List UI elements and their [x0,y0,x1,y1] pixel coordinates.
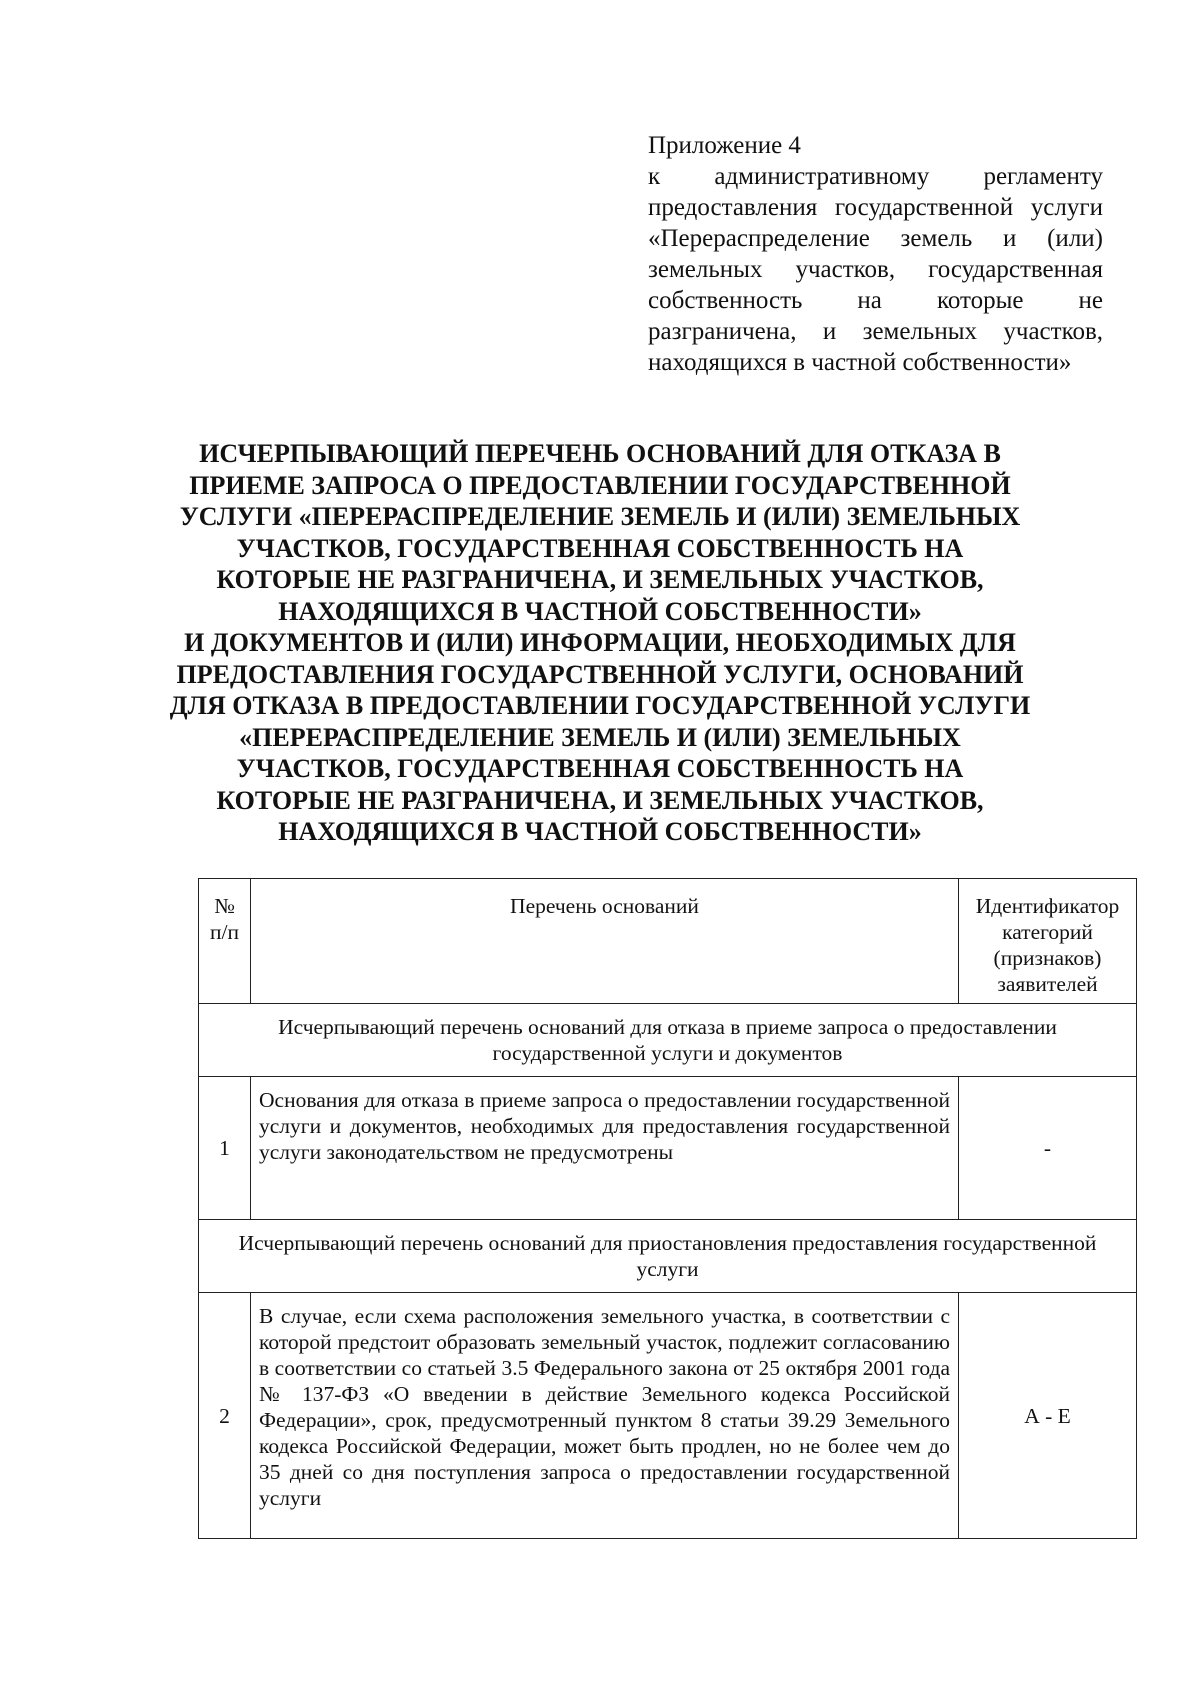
row-text: В случае, если схема расположения земельного участка, в соответствии с которой предстоит образовать земельный участок, подлежит согласованию в соответствии со статьей 3.5 Федерального закона от 25 октября 2001 года № 137-ФЗ «О введении в действие Земельного кодекса Российской Федерации», срок, предусмотренный пунктом 8 статьи 39.29 Земельного кодекса Российской Федерации, может быть продлен, но не более чем до 35 дней со дня поступления запроса о предоставлении государственной услуги [251,1293,959,1539]
appendix-label: Приложение 4 [648,132,801,159]
section-heading: Исчерпывающий перечень оснований для приостановления предоставления государственной услуги [199,1220,1137,1293]
row-identifier: - [959,1077,1137,1220]
table-row [199,1077,1137,1220]
title-line: ИСЧЕРПЫВАЮЩИЙ ПЕРЕЧЕНЬ ОСНОВАНИЙ ДЛЯ ОТКАЗА В [199,439,1001,468]
row-text: Основания для отказа в приеме запроса о предоставлении государственной услуги и документов, необходимых для предоставления государственной услуги законодательством не предусмотрены [251,1077,959,1220]
appendix-block [648,130,1103,378]
title-line: УЧАСТКОВ, ГОСУДАРСТВЕННАЯ СОБСТВЕННОСТЬ НА [236,533,964,563]
title-line: КОТОРЫЕ НЕ РАЗГРАНИЧЕНА, И ЗЕМЕЛЬНЫХ УЧАСТКОВ, [216,565,984,594]
section-heading-row [199,1004,1137,1077]
grounds-table [198,878,1137,1539]
title-line: КОТОРЫЕ НЕ РАЗГРАНИЧЕНА, И ЗЕМЕЛЬНЫХ УЧАСТКОВ, [216,785,984,815]
header-identifier: Идентификатор категорий (признаков) заявителей [959,879,1137,1004]
appendix-text: к административному регламенту предоставления государственной услуги «Перераспределение земель и (или) земельных участков, государственная собственность на которые не разграничена, и земельных участков, находящихся в частной собственности» [648,163,1103,376]
header-grounds: Перечень оснований [251,879,959,1004]
row-identifier: А - Е [959,1293,1137,1539]
header-number: № п/п [199,879,251,1004]
row-number: 2 [199,1293,251,1539]
document-title [150,438,1050,848]
table-row [199,1293,1137,1539]
title-line: УЧАСТКОВ, ГОСУДАРСТВЕННАЯ СОБСТВЕННОСТЬ НА [236,754,964,783]
title-line: «ПЕРЕРАСПРЕДЕЛЕНИЕ ЗЕМЕЛЬ И (ИЛИ) ЗЕМЕЛЬНЫХ [239,722,961,752]
title-line: ДЛЯ ОТКАЗА В ПРЕДОСТАВЛЕНИИ ГОСУДАРСТВЕННОЙ УСЛУГИ [169,691,1031,720]
title-line: УСЛУГИ «ПЕРЕРАСПРЕДЕЛЕНИЕ ЗЕМЕЛЬ И (ИЛИ) ЗЕМЕЛЬНЫХ [179,502,1021,531]
section-heading: Исчерпывающий перечень оснований для отказа в приеме запроса о предоставлении государственной услуги и документов [199,1004,1137,1077]
title-line: ПРИЕМЕ ЗАПРОСА О ПРЕДОСТАВЛЕНИИ ГОСУДАРСТВЕННОЙ [189,470,1011,500]
title-line: НАХОДЯЩИХСЯ В ЧАСТНОЙ СОБСТВЕННОСТИ» [278,817,922,846]
title-line: И ДОКУМЕНТОВ И (ИЛИ) ИНФОРМАЦИИ, НЕОБХОДИМЫХ ДЛЯ [184,628,1016,657]
title-line: ПРЕДОСТАВЛЕНИЯ ГОСУДАРСТВЕННОЙ УСЛУГИ, ОСНОВАНИЙ [176,659,1024,689]
section-heading-row [199,1220,1137,1293]
row-number: 1 [199,1077,251,1220]
table-header-row [199,879,1137,1004]
title-line: НАХОДЯЩИХСЯ В ЧАСТНОЙ СОБСТВЕННОСТИ» [278,596,922,626]
